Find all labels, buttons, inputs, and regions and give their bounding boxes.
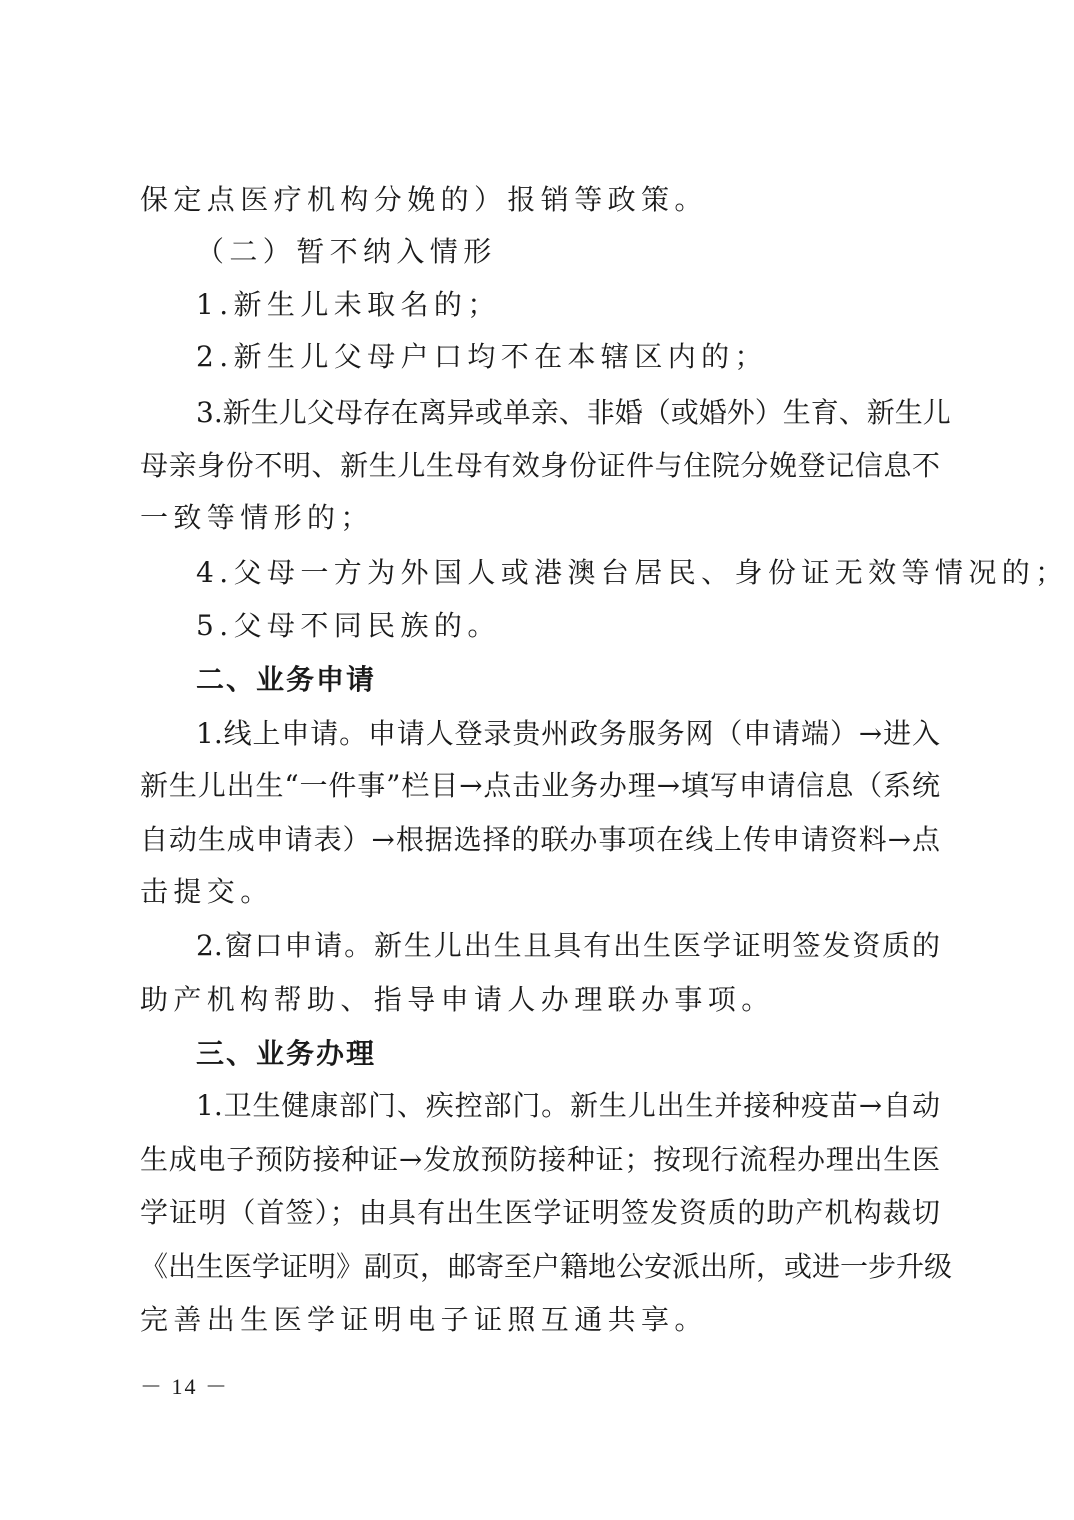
paragraph-line: 生成电子预防接种证→发放预防接种证；按现行流程办理出生医	[140, 1143, 940, 1176]
paragraph-line: 助产机构帮助、指导申请人办理联办事项。	[140, 983, 775, 1016]
list-item: 1.卫生健康部门、疾控部门。新生儿出生并接种疫苗→自动	[196, 1089, 940, 1122]
list-item: 2.窗口申请。新生儿出生且具有出生医学证明签发资质的	[196, 929, 940, 962]
paragraph-line: 一致等情形的；	[140, 501, 374, 534]
page-number: － 14 －	[140, 1374, 230, 1399]
list-item: 1.线上申请。申请人登录贵州政务服务网（申请端）→进入	[196, 717, 940, 750]
list-item: 3.新生儿父母存在离异或单亲、非婚（或婚外）生育、新生儿	[196, 396, 951, 429]
paragraph-line: 《出生医学证明》副页，邮寄至户籍地公安派出所，或进一步升级	[140, 1250, 953, 1283]
paragraph-line: 完善出生医学证明电子证照互通共享。	[140, 1303, 708, 1336]
paragraph-line: 击提交。	[140, 875, 274, 908]
paragraph-line: 新生儿出生“一件事”栏目→点击业务办理→填写申请信息（系统	[140, 769, 940, 802]
list-item: 2.新生儿父母户口均不在本辖区内的；	[196, 340, 768, 373]
paragraph-line: 自动生成申请表）→根据选择的联办事项在线上传申请资料→点	[140, 823, 940, 856]
list-item: 5.父母不同民族的。	[196, 609, 501, 642]
list-item: 1.新生儿未取名的；	[196, 288, 501, 321]
list-item: 4.父母一方为外国人或港澳台居民、身份证无效等情况的；	[196, 556, 1069, 589]
paragraph-line: 母亲身份不明、新生儿生母有效身份证件与住院分娩登记信息不	[140, 449, 940, 482]
subsection-heading: （二）暂不纳入情形	[196, 235, 497, 268]
paragraph-line: 学证明（首签）；由具有出生医学证明签发资质的助产机构裁切	[140, 1196, 940, 1229]
section-heading: 二、业务申请	[196, 663, 377, 696]
paragraph-line: 保定点医疗机构分娩的）报销等政策。	[140, 183, 708, 216]
section-heading: 三、业务办理	[196, 1037, 377, 1070]
